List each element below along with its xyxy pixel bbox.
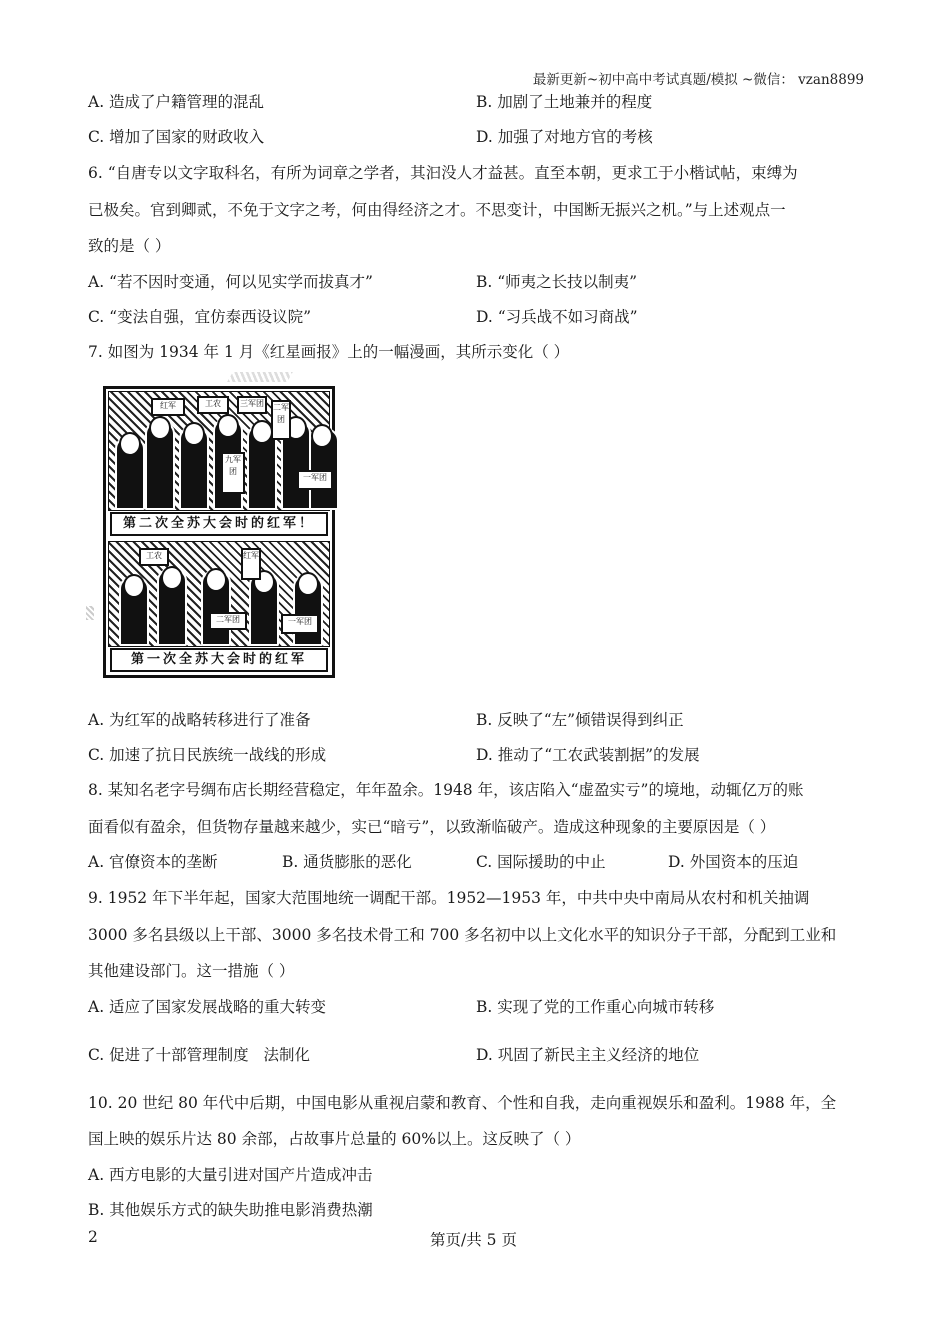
q6-stem-line-3: 致的是（ ） xyxy=(88,237,171,255)
q8-option-d: D. 外国资本的压迫 xyxy=(668,853,799,871)
comic-panel-top xyxy=(108,391,330,511)
comic-caption-top: 第二次全苏大会时的红军！ xyxy=(110,512,328,536)
q10-option-b: B. 其他娱乐方式的缺失助推电影消费热潮 xyxy=(88,1201,373,1219)
q8-stem-line-2: 面看似有盈余，但货物存量越来越少，实已“暗亏”，以致渐临破产。造成这种现象的主要原因是（ ） xyxy=(88,818,776,836)
q9-option-d: D. 巩固了新民主主义经济的地位 xyxy=(476,1046,700,1064)
q9-stem-line-1: 9. 1952 年下半年起，国家大范围地统一调配干部。1952—1953 年，中共中央中南局从农村和机关抽调 xyxy=(88,889,810,907)
q7-option-c: C. 加速了抗日民族统一战线的形成 xyxy=(88,746,327,764)
q8-option-a: A. 官僚资本的垄断 xyxy=(88,853,218,871)
q6-option-b: B. “师夷之长技以制夷” xyxy=(476,273,638,291)
header-watermark-note: 最新更新~初中高中考试真题/模拟 ~微信： vzan8899 xyxy=(532,72,864,88)
q6-option-c: C. “变法自强，宜仿泰西设议院” xyxy=(88,308,312,326)
q9-stem-line-2: 3000 多名县级以上干部、3000 多名技术骨工和 700 多名初中以上文化水平的知识分子干部，分配到工业和 xyxy=(88,926,837,944)
q6-stem-line-1: 6. “自唐专以文字取科名，有所为词章之学者，其汩没人才益甚。直至本朝，更求工于小楷试帖，束缚为 xyxy=(88,164,798,182)
comic-sign: 工农 xyxy=(197,396,229,414)
q6-stem-line-2: 已极矣。官到卿贰，不免于文字之考，何由得经济之才。不思变计，中国断无振兴之机。”与上述观点一 xyxy=(88,201,786,219)
q7-option-d: D. 推动了“工农武装割据”的发展 xyxy=(476,746,700,764)
comic-sign: 一军团 xyxy=(281,614,319,634)
q5-option-a: A. 造成了户籍管理的混乱 xyxy=(88,93,265,111)
scan-artifact xyxy=(86,606,94,620)
q8-stem-line-1: 8. 某知名老字号绸布店长期经营稳定，年年盈余。1948 年，该店陷入“虚盈实亏”的境地，动辄亿万的账 xyxy=(88,781,804,799)
q7-option-a: A. 为红军的战略转移进行了准备 xyxy=(88,711,311,729)
q10-stem-line-1: 10. 20 世纪 80 年代中后期，中国电影从重视启蒙和教育、个性和自我，走向重视娱乐和盈利。1988 年，全 xyxy=(88,1094,837,1112)
comic-sign: 工农 xyxy=(139,548,169,566)
q7-stem: 7. 如图为 1934 年 1 月《红星画报》上的一幅漫画，其所示变化（ ） xyxy=(88,343,570,361)
comic-sign: 红军 xyxy=(241,548,261,580)
footer-page-number: 2 xyxy=(88,1228,98,1246)
q5-option-c: C. 增加了国家的财政收入 xyxy=(88,128,265,146)
q8-option-c: C. 国际援助的中止 xyxy=(476,853,606,871)
footer-page-label: 第页/共 5 页 xyxy=(430,1231,517,1249)
comic-panel-bottom xyxy=(108,541,330,647)
comic-illustration xyxy=(103,386,335,678)
q10-option-a: A. 西方电影的大量引进对国产片造成冲击 xyxy=(88,1166,373,1184)
comic-sign: 九军团 xyxy=(221,452,245,494)
q10-stem-line-2: 国上映的娱乐片达 80 余部，占故事片总量的 60%以上。这反映了（ ） xyxy=(88,1130,581,1148)
comic-sign: 一军团 xyxy=(297,470,333,490)
comic-sign: 二军团 xyxy=(209,612,247,630)
q5-option-d: D. 加强了对地方官的考核 xyxy=(476,128,653,146)
q7-option-b: B. 反映了“左”倾错误得到纠正 xyxy=(476,711,684,729)
scan-artifact xyxy=(227,372,293,382)
comic-sign: 三军团 xyxy=(237,396,267,414)
comic-sign: 二军团 xyxy=(271,400,291,440)
q9-stem-line-3: 其他建设部门。这一措施（ ） xyxy=(88,962,295,980)
comic-caption-bottom: 第一次全苏大会时的红军 xyxy=(110,648,328,672)
q6-option-d: D. “习兵战不如习商战” xyxy=(476,308,638,326)
q6-option-a: A. “若不因时变通，何以见实学而拔真才” xyxy=(88,273,373,291)
q9-option-b: B. 实现了党的工作重心向城市转移 xyxy=(476,998,715,1016)
q9-option-a: A. 适应了国家发展战略的重大转变 xyxy=(88,998,327,1016)
q8-option-b: B. 通货膨胀的恶化 xyxy=(282,853,412,871)
comic-sign: 红军 xyxy=(151,398,185,416)
q5-option-b: B. 加剧了土地兼并的程度 xyxy=(476,93,653,111)
q9-option-c: C. 促进了十部管理制度 法制化 xyxy=(88,1046,310,1064)
